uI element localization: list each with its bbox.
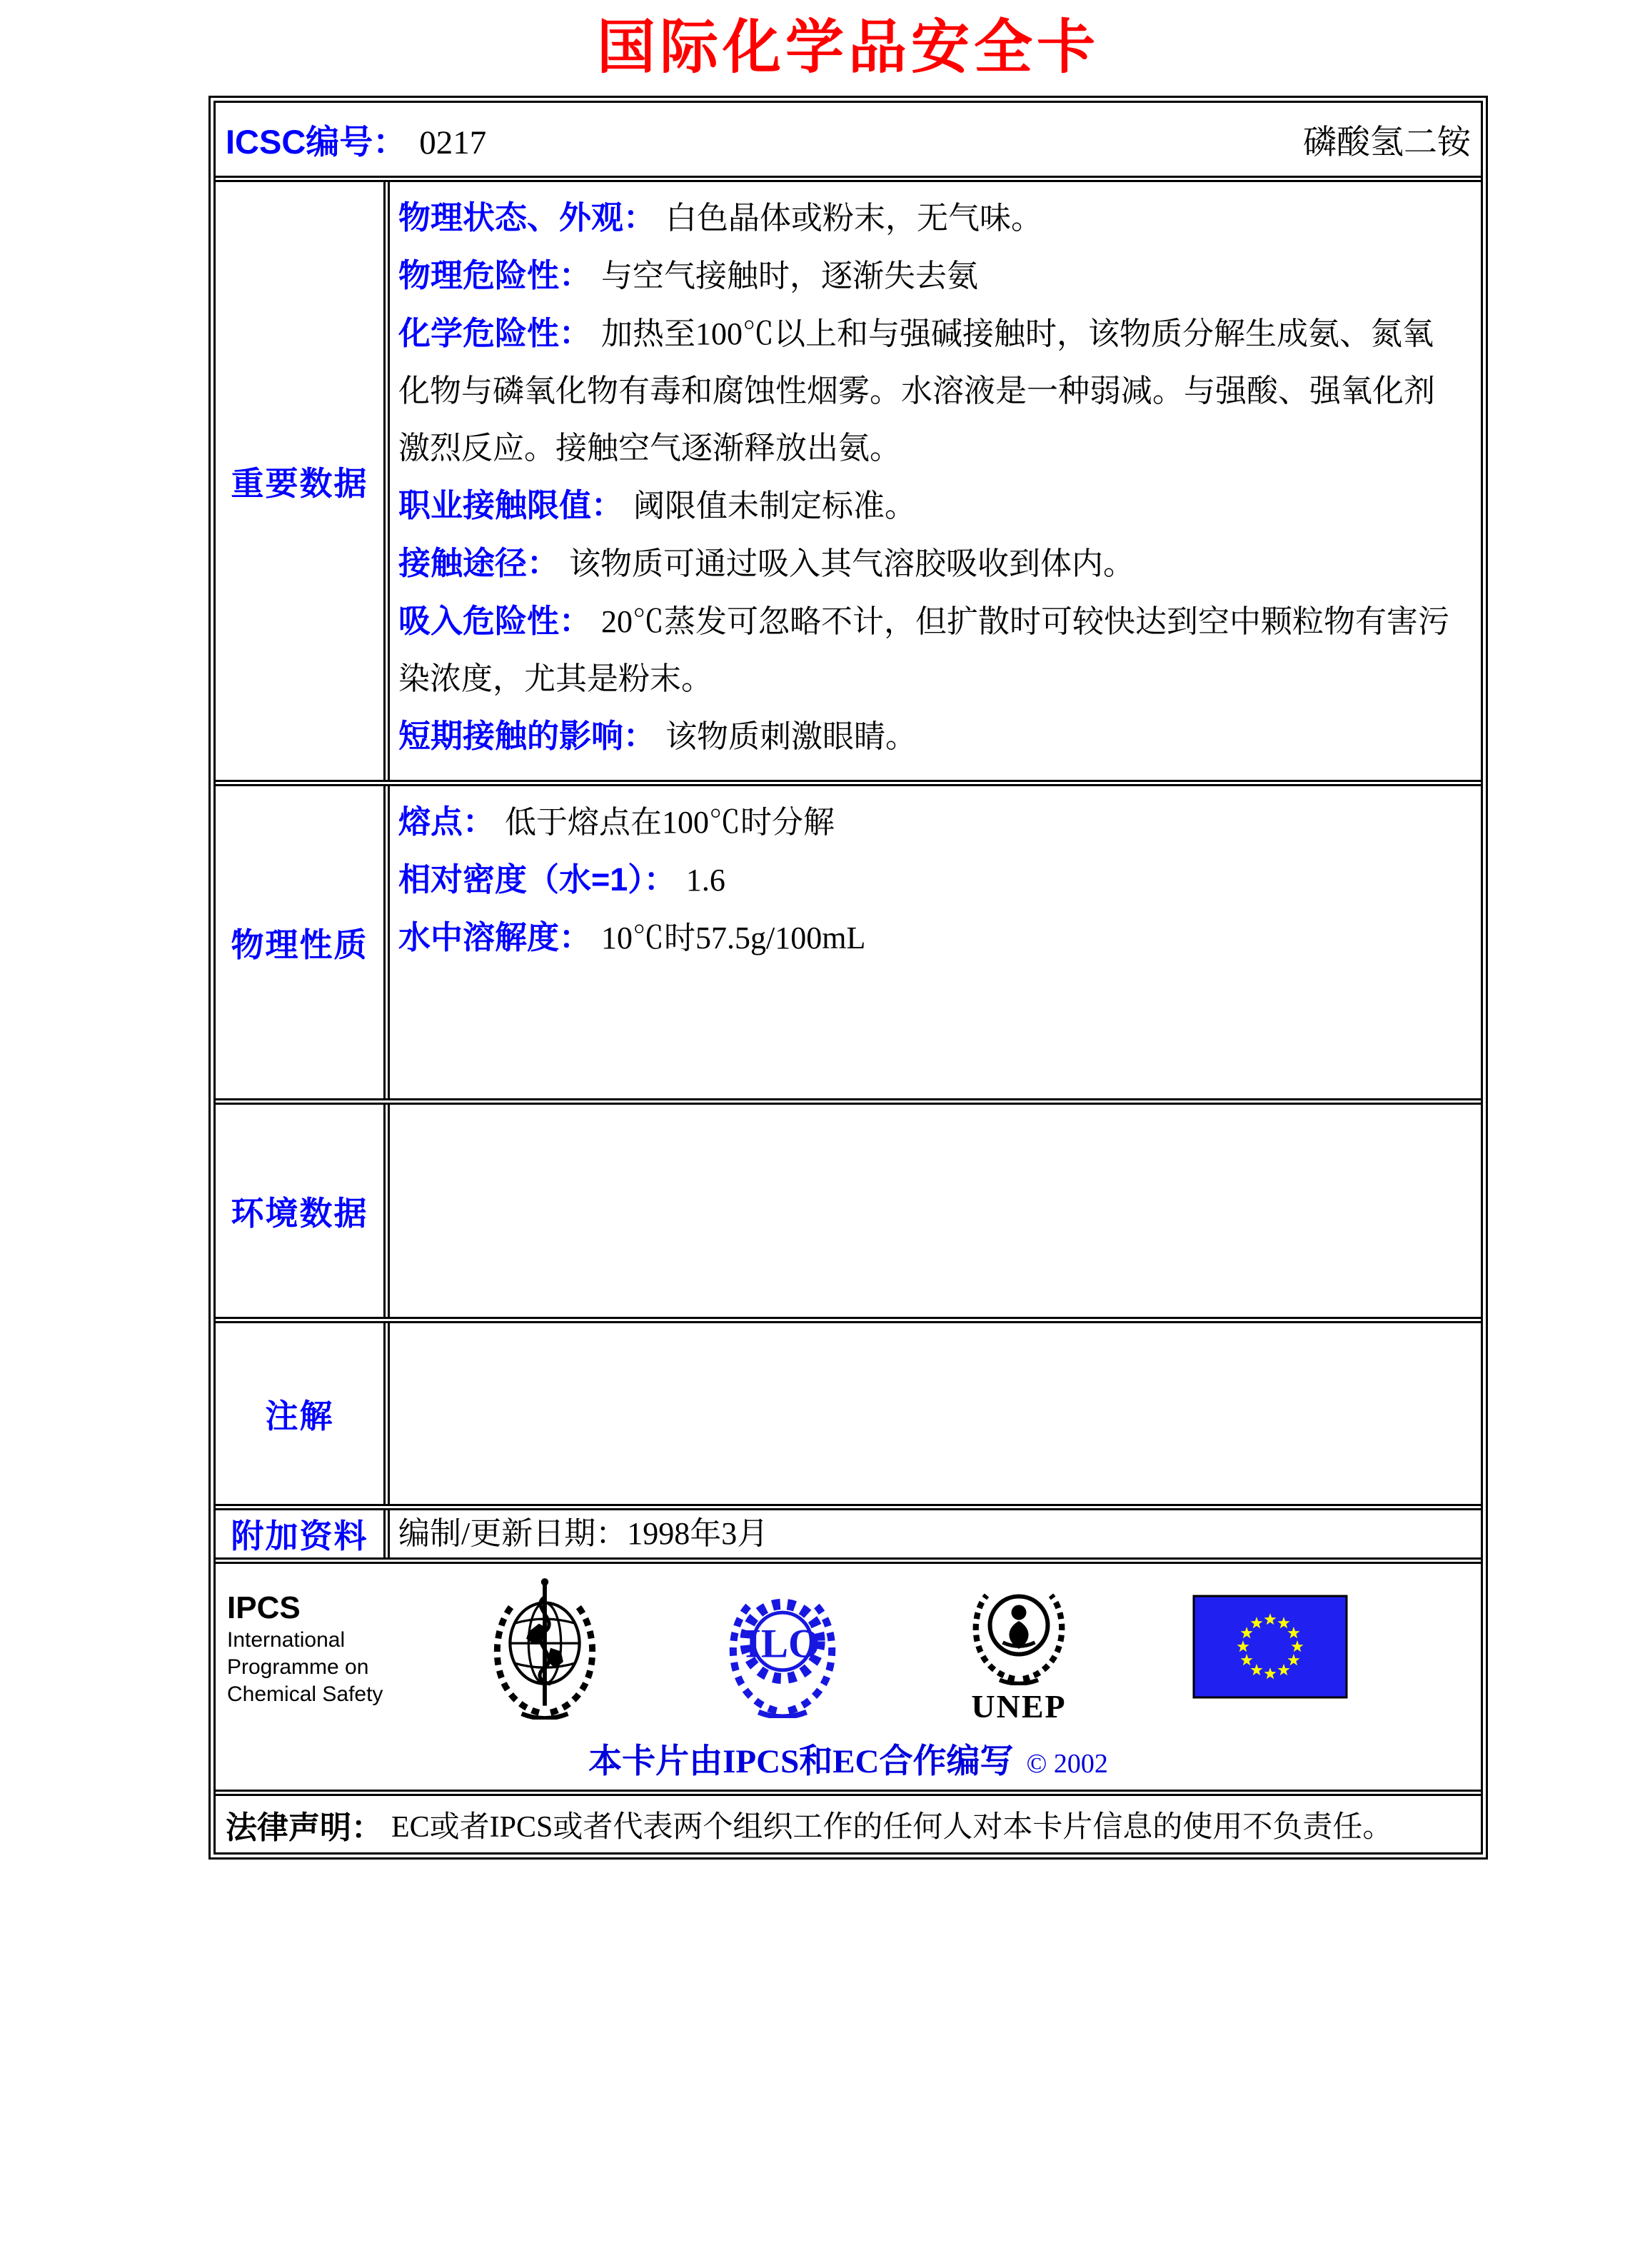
additional-info-row — [216, 1504, 1481, 1557]
section-label-physical-properties: 物理性质 — [216, 786, 390, 1098]
section-label-additional-info: 附加资料 — [216, 1510, 390, 1557]
icsc-card-table — [208, 96, 1488, 1860]
legal-notice-label: 法律声明： — [226, 1810, 383, 1845]
legal-notice-text: EC或者IPCS或者代表两个组织工作的任何人对本卡片信息的使用不负责任。 — [391, 1810, 1393, 1844]
ipcs-acronym: IPCS — [227, 1590, 301, 1625]
legal-row — [216, 1790, 1481, 1852]
footer-caption — [216, 1735, 1481, 1782]
caption-copyright: © 2002 — [1026, 1749, 1108, 1779]
who-logo-icon — [487, 1574, 603, 1723]
field-exposure-route: 接触途径： 该物质可通过吸入其气溶胶吸收到体内。 — [398, 545, 1135, 581]
field-update-date: 编制/更新日期：1998年3月 — [398, 1516, 769, 1551]
section-label-notes: 注解 — [216, 1323, 390, 1504]
physical-properties-row — [216, 780, 1481, 1098]
section-label-environmental-data: 环境数据 — [216, 1105, 390, 1317]
field-exposure-limit: 职业接触限值： 阈限值未制定标准。 — [398, 487, 917, 523]
field-physical-hazard: 物理危险性： 与空气接触时，逐渐失去氨 — [398, 257, 979, 293]
icsc-number-label: ICSC编号： — [226, 122, 407, 161]
ipcs-subtitle-line1: International — [227, 1627, 346, 1652]
ipcs-text-block — [227, 1590, 407, 1708]
environmental-data-content — [390, 1105, 1481, 1317]
field-short-term-effects: 短期接触的影响： 该物质刺激眼睛。 — [398, 718, 917, 754]
physical-properties-content — [390, 786, 1481, 1098]
icsc-number-value: 0217 — [419, 124, 487, 161]
notes-row — [216, 1317, 1481, 1504]
section-label-important-data: 重要数据 — [216, 182, 390, 780]
footer-row — [216, 1557, 1481, 1790]
important-data-content — [390, 182, 1481, 780]
icsc-number-group — [226, 116, 486, 164]
eu-flag-icon — [1192, 1595, 1348, 1702]
notes-content — [390, 1323, 1481, 1504]
caption-text: 本卡片由IPCS和EC合作编写 — [588, 1743, 1014, 1780]
important-data-row — [216, 176, 1481, 780]
additional-info-content — [390, 1510, 1481, 1557]
chemical-name: 磷酸氢二铵 — [1303, 124, 1471, 161]
page-title: 国际化学品安全卡 — [596, 15, 1100, 80]
field-water-solubility: 水中溶解度： 10℃时57.5g/100mL — [398, 919, 866, 955]
ilo-logo-icon — [723, 1575, 842, 1722]
unep-label: UNEP — [971, 1688, 1067, 1725]
ipcs-subtitle-line3: Chemical Safety — [227, 1682, 383, 1706]
field-inhalation-risk: 吸入危险性： 20℃蒸发可忽略不计，但扩散时可较快达到空中颗粒物有害污染浓度，尤其是粉末。 — [398, 603, 1450, 696]
field-relative-density: 相对密度（水=1）： 1.6 — [398, 861, 725, 898]
field-melting-point: 熔点： 低于熔点在100℃时分解 — [398, 803, 835, 840]
field-chemical-hazard: 化学危险性： 加热至100℃以上和与强碱接触时，该物质分解生成氨、氮氧化物与磷氧化物有毒和腐蚀性烟雾。水溶液是一种弱减。与强酸、强氧化剂激烈反应。接触空气逐渐释放出氨。 — [398, 315, 1435, 466]
unep-logo-icon — [965, 1574, 1072, 1723]
environmental-data-row — [216, 1098, 1481, 1317]
field-physical-state: 物理状态、外观： 白色晶体或粉末，无气味。 — [398, 199, 1043, 236]
header-row — [216, 103, 1481, 176]
logo-strip — [216, 1574, 1481, 1723]
ilo-letters: ILO — [745, 1621, 820, 1667]
ipcs-subtitle-line2: Programme on — [227, 1655, 369, 1679]
